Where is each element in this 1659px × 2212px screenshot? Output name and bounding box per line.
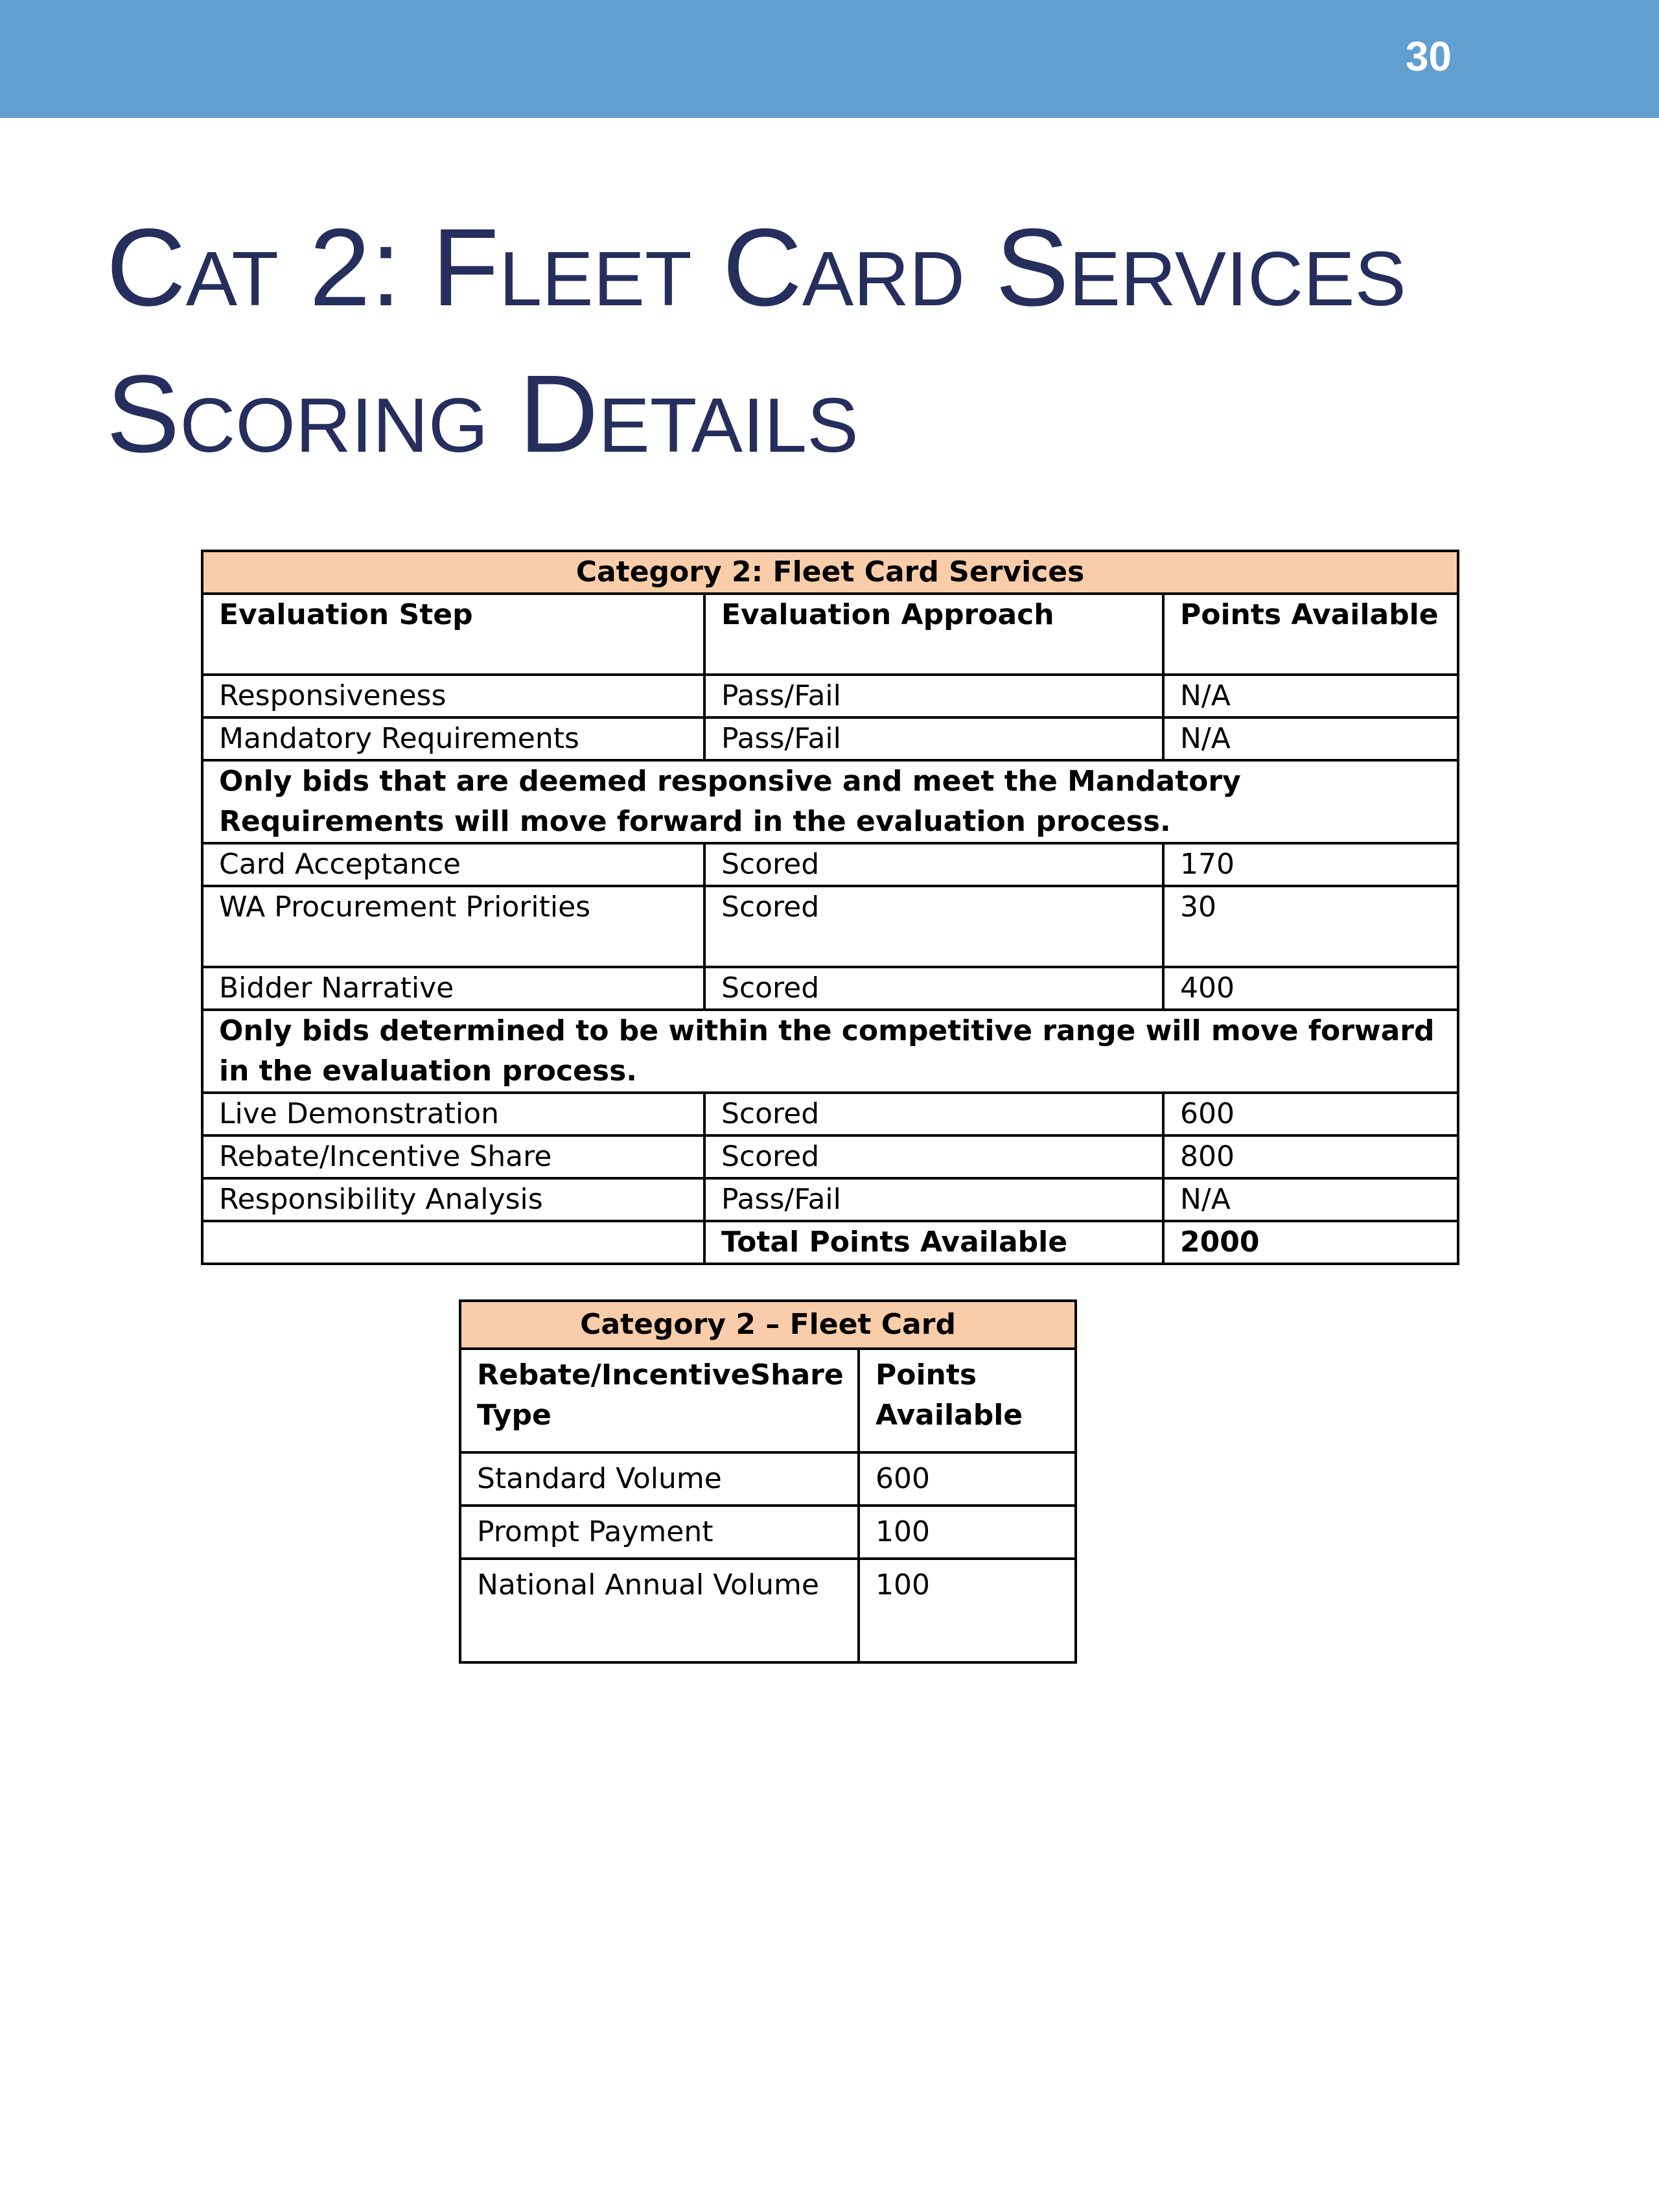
cell-step: Responsiveness <box>202 675 704 717</box>
cell-rebate-points: 100 <box>859 1506 1076 1559</box>
cell-step: Responsibility Analysis <box>202 1178 704 1221</box>
note-responsive: Only bids that are deemed responsive and meet the Mandatory Requirements will move forward in the evaluation process. <box>202 760 1458 843</box>
cell-approach: Pass/Fail <box>704 717 1163 760</box>
cell-approach: Scored <box>704 1135 1163 1178</box>
table-row <box>202 1178 1458 1221</box>
cell-step: Mandatory Requirements <box>202 717 704 760</box>
rebate-incentive-table <box>459 1299 1077 1664</box>
cell-points: 400 <box>1163 967 1458 1010</box>
table-caption: Category 2: Fleet Card Services <box>202 551 1458 594</box>
cell-approach: Pass/Fail <box>704 675 1163 717</box>
cell-rebate-type: Standard Volume <box>460 1452 859 1506</box>
cell-points: 170 <box>1163 843 1458 886</box>
page-title-line-2: Scoring Details <box>106 353 859 476</box>
table-row <box>202 717 1458 760</box>
cell-approach: Scored <box>704 886 1163 967</box>
table-row <box>460 1506 1076 1559</box>
table-row <box>202 1093 1458 1135</box>
table-row <box>202 1135 1458 1178</box>
cell-empty <box>202 1221 704 1264</box>
cell-step: Rebate/Incentive Share <box>202 1135 704 1178</box>
cell-points: N/A <box>1163 717 1458 760</box>
header-type-part1: Rebate/Incentive <box>477 1358 750 1391</box>
cell-points: N/A <box>1163 1178 1458 1221</box>
total-row <box>202 1221 1458 1264</box>
table-row <box>202 967 1458 1010</box>
total-label: Total Points Available <box>704 1221 1163 1264</box>
fleet-card-scoring-table <box>201 550 1459 1265</box>
cell-step: Bidder Narrative <box>202 967 704 1010</box>
column-header-step: Evaluation Step <box>202 594 704 675</box>
table-row <box>202 675 1458 717</box>
cell-rebate-points: 600 <box>859 1452 1076 1506</box>
column-header-rebate-type <box>460 1349 859 1452</box>
column-header-approach: Evaluation Approach <box>704 594 1163 675</box>
cell-step: Card Acceptance <box>202 843 704 886</box>
total-value: 2000 <box>1163 1221 1458 1264</box>
cell-approach: Scored <box>704 967 1163 1010</box>
table-note-row <box>202 760 1458 843</box>
header-type-part3: Type <box>477 1399 551 1432</box>
cell-rebate-type: Prompt Payment <box>460 1506 859 1559</box>
table-row <box>460 1452 1076 1506</box>
page-title <box>106 194 1597 487</box>
note-competitive-range: Only bids determined to be within the competitive range will move forward in the evaluation process. <box>202 1010 1458 1093</box>
header-type-part2: Share <box>750 1358 844 1391</box>
page-number: 30 <box>1405 33 1452 80</box>
column-header-rebate-points: Points Available <box>859 1349 1076 1452</box>
rebate-table-caption: Category 2 – Fleet Card <box>460 1301 1076 1349</box>
page-title-line-1: Cat 2: Fleet Card Services <box>106 206 1406 329</box>
table-row <box>202 886 1458 967</box>
cell-points: 600 <box>1163 1093 1458 1135</box>
cell-points: 30 <box>1163 886 1458 967</box>
cell-approach: Scored <box>704 1093 1163 1135</box>
cell-rebate-points: 100 <box>859 1559 1076 1662</box>
header-band <box>0 0 1659 118</box>
table-row <box>202 843 1458 886</box>
cell-rebate-type: National Annual Volume <box>460 1559 859 1662</box>
cell-step: WA Procurement Priorities <box>202 886 704 967</box>
cell-approach: Scored <box>704 843 1163 886</box>
cell-step: Live Demonstration <box>202 1093 704 1135</box>
table-note-row <box>202 1010 1458 1093</box>
cell-approach: Pass/Fail <box>704 1178 1163 1221</box>
cell-points: N/A <box>1163 675 1458 717</box>
table-row <box>460 1559 1076 1662</box>
column-header-points: Points Available <box>1163 594 1458 675</box>
cell-points: 800 <box>1163 1135 1458 1178</box>
